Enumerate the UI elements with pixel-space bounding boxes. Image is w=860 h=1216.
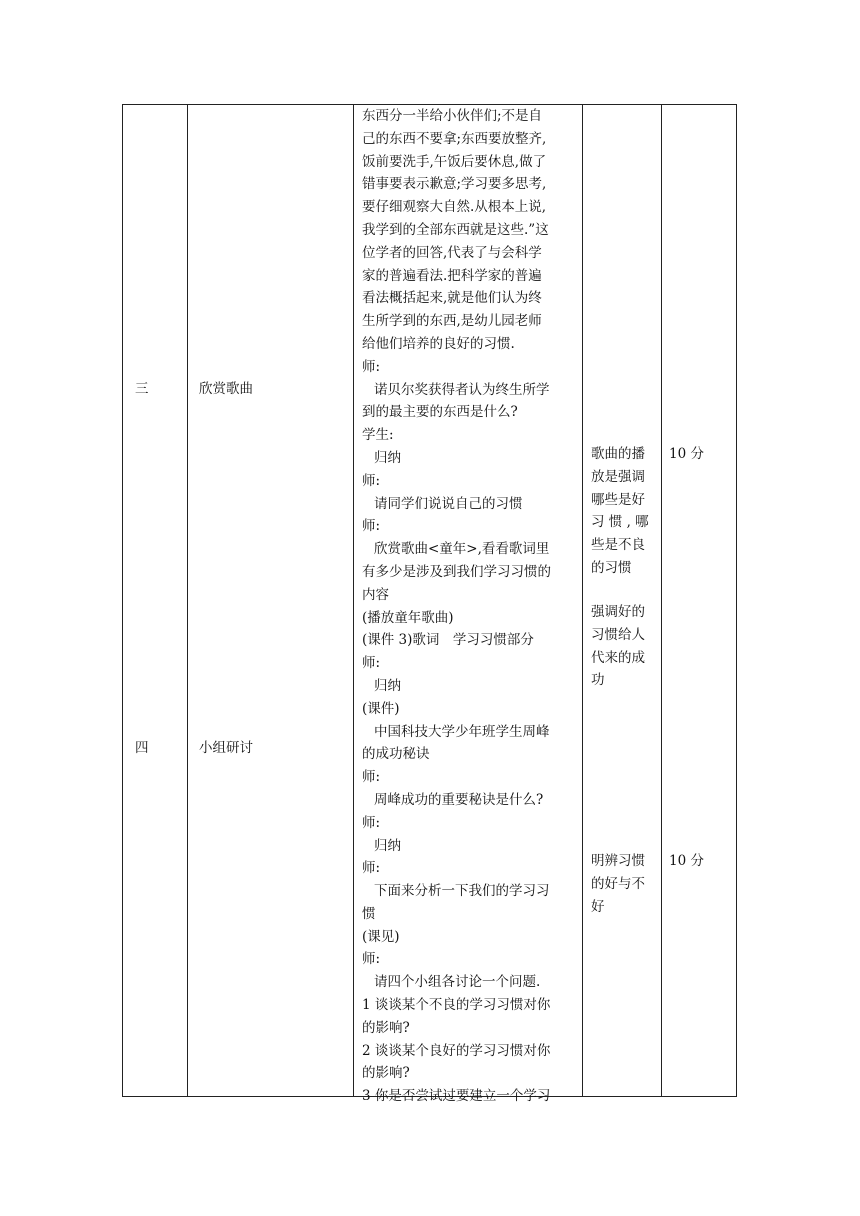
content-line: 欣赏歌曲<童年>,看看歌词里: [374, 541, 550, 558]
intent-line: 强调好的: [591, 604, 645, 620]
content-line: 位学者的回答,代表了与会科学: [362, 244, 542, 261]
intent-line: 好: [591, 898, 605, 915]
content-line: 师:: [362, 860, 381, 877]
intent-line: 功: [591, 672, 605, 689]
content-line: 内容: [362, 586, 389, 603]
content-line: 东西分一半给小伙伴们;不是自: [362, 108, 543, 124]
content-line: 师:: [362, 814, 381, 831]
content-line: 周峰成功的重要秘诀是什么?: [374, 791, 544, 808]
content-line: 诺贝尔奖获得者认为终生所学: [374, 381, 550, 398]
intent-line: 的习惯: [591, 559, 632, 576]
intent-line: 哪些是好: [591, 491, 645, 508]
column-divider: [187, 105, 188, 1096]
intent-line: 习 惯 , 哪: [591, 514, 649, 531]
content-line: 给他们培养的良好的习惯.: [362, 335, 515, 352]
content-line: 到的最主要的东西是什么?: [362, 404, 518, 421]
content-line: 的影响?: [362, 1065, 410, 1082]
content-line: 请同学们说说自己的习惯: [374, 495, 523, 512]
content-line: 归纳: [374, 677, 401, 694]
intent-line: 的好与不: [591, 875, 645, 892]
content-line: 归纳: [374, 449, 401, 466]
intent-line: 放是强调: [591, 468, 645, 485]
design-intent: [591, 443, 649, 580]
content-line: 饭前要洗手,午饭后要休息,做了: [362, 153, 547, 170]
content-line: 学生:: [362, 427, 394, 444]
content-line: 生所学到的东西,是幼儿园老师: [362, 313, 542, 330]
content-line: 惯: [362, 905, 376, 922]
column-divider: [661, 105, 662, 1096]
content-line: 师:: [362, 951, 381, 968]
intent-line: 明辨习惯: [591, 853, 645, 869]
content-line: 有多少是涉及到我们学习习惯的: [362, 563, 551, 580]
intent-line: 歌曲的播: [591, 446, 645, 462]
content-line: 归纳: [374, 837, 401, 854]
content-line: 要仔细观察大自然.从根本上说,: [362, 199, 547, 216]
step-title: 小组研讨: [199, 740, 253, 756]
content-line: (课件): [362, 700, 400, 717]
step-number: 三: [135, 381, 149, 397]
content-line: 看法概括起来,就是他们认为终: [362, 290, 542, 307]
column-divider: [582, 105, 583, 1096]
content-line: 师:: [362, 769, 381, 786]
step-title: 欣赏歌曲: [199, 381, 253, 397]
content-line: 中国科技大学少年班学生周峰: [374, 723, 550, 740]
content-line: 下面来分析一下我们的学习习: [374, 883, 550, 900]
lesson-plan-table: [122, 104, 737, 1105]
content-line: 错事要表示歉意;学习要多思考,: [362, 176, 547, 193]
content-line: (课见): [362, 928, 400, 945]
design-intent: [591, 850, 645, 918]
intent-line: 习惯给人: [591, 626, 645, 643]
content-line: 师:: [362, 518, 381, 535]
column-divider: [353, 105, 354, 1096]
content-line: (课件 3)歌词 学习习惯部分: [362, 632, 534, 649]
content-line: 请四个小组各讨论一个问题.: [374, 974, 541, 991]
content-line: 我学到的全部东西就是这些.”这: [362, 221, 549, 238]
content-line: 师:: [362, 655, 381, 672]
content-line: 家的普遍看法.把科学家的普遍: [362, 267, 542, 284]
content-line: 己的东西不要拿;东西要放整齐,: [362, 130, 547, 147]
content-line: 师:: [362, 472, 381, 489]
content-line: 1 谈谈某个不良的学习习惯对你: [362, 997, 551, 1014]
content-line: 师:: [362, 358, 381, 375]
time-allocation: 10 分: [669, 446, 704, 462]
content-line: 的成功秘诀: [362, 746, 430, 763]
intent-line: 代来的成: [591, 649, 645, 666]
time-allocation: 10 分: [669, 853, 704, 869]
content-line: 2 谈谈某个良好的学习习惯对你: [362, 1042, 551, 1059]
step-number: 四: [135, 740, 149, 756]
content-line: (播放童年歌曲): [362, 609, 454, 626]
content-line: 3 你是否尝试过要建立一个学习: [362, 1088, 551, 1105]
teaching-content: [362, 105, 551, 1108]
intent-line: 些是不良: [591, 537, 645, 554]
content-line: 的影响?: [362, 1019, 410, 1036]
design-intent: [591, 601, 645, 692]
